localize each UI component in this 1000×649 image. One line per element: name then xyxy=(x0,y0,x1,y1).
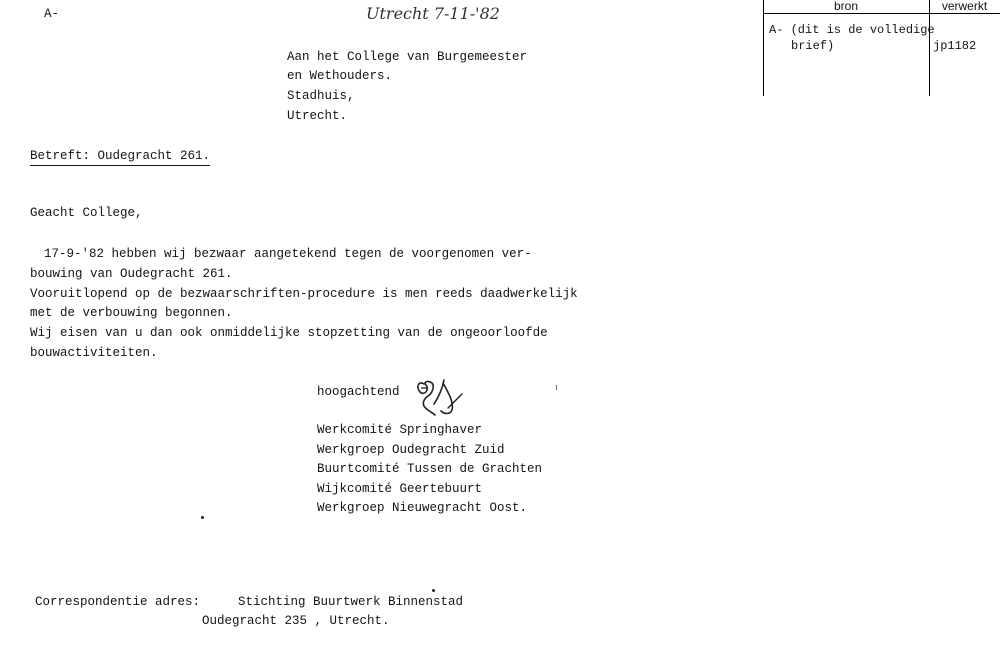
signatory-1: Werkcomité Springhaver xyxy=(317,423,483,437)
correspondence-street: Oudegracht 235 , Utrecht. xyxy=(202,614,390,628)
body-line-6: bouwactiviteiten. xyxy=(30,346,158,360)
column-header-processed: verwerkt xyxy=(941,0,988,13)
correspondence-label: Correspondentie adres: xyxy=(35,595,201,609)
signatory-3: Buurtcomité Tussen de Grachten xyxy=(317,462,543,476)
signatory-4: Wijkcomité Geertebuurt xyxy=(317,482,483,496)
body-line-3: Vooruitlopend op de bezwaarschriften-procedure is men reeds daadwerkelijk xyxy=(30,287,578,301)
body-line-1: 17-9-'82 hebben wij bezwaar aangetekend tegen de voorgenomen ver- xyxy=(44,247,532,261)
page-marker: A- xyxy=(44,7,60,21)
body-line-5: Wij eisen van u dan ook onmiddelijke stopzetting van de ongeoorloofde xyxy=(30,326,548,340)
closing: hoogachtend xyxy=(317,385,400,399)
column-header-source: bron xyxy=(833,0,859,13)
stray-mark xyxy=(201,516,204,519)
table-header-rule xyxy=(763,13,1000,14)
metadata-table xyxy=(763,0,1000,96)
signatory-5: Werkgroep Nieuwegracht Oost. xyxy=(317,501,528,515)
processed-value: jp1182 xyxy=(933,39,977,53)
address-line-2: en Wethouders. xyxy=(287,69,393,83)
body-line-4: met de verbouwing begonnen. xyxy=(30,306,233,320)
source-line-1: A- (dit is de volledige xyxy=(769,23,935,37)
signature-icon xyxy=(410,374,466,420)
table-divider xyxy=(929,0,930,96)
subject-line: Betreft: Oudegracht 261. xyxy=(30,149,211,163)
source-line-2: brief) xyxy=(791,39,835,53)
signatory-2: Werkgroep Oudegracht Zuid xyxy=(317,443,505,457)
address-line-1: Aan het College van Burgemeester xyxy=(287,50,528,64)
subject-underline xyxy=(30,165,210,166)
table-left-border xyxy=(763,0,764,96)
correspondence-org: Stichting Buurtwerk Binnenstad xyxy=(238,595,464,609)
address-line-3: Stadhuis, xyxy=(287,89,355,103)
body-line-2: bouwing van Oudegracht 261. xyxy=(30,267,233,281)
address-line-4: Utrecht. xyxy=(287,109,348,123)
salutation: Geacht College, xyxy=(30,206,143,220)
stray-mark xyxy=(556,385,557,390)
stray-mark xyxy=(432,589,435,592)
handwritten-date: Utrecht 7-11-'82 xyxy=(366,4,500,23)
